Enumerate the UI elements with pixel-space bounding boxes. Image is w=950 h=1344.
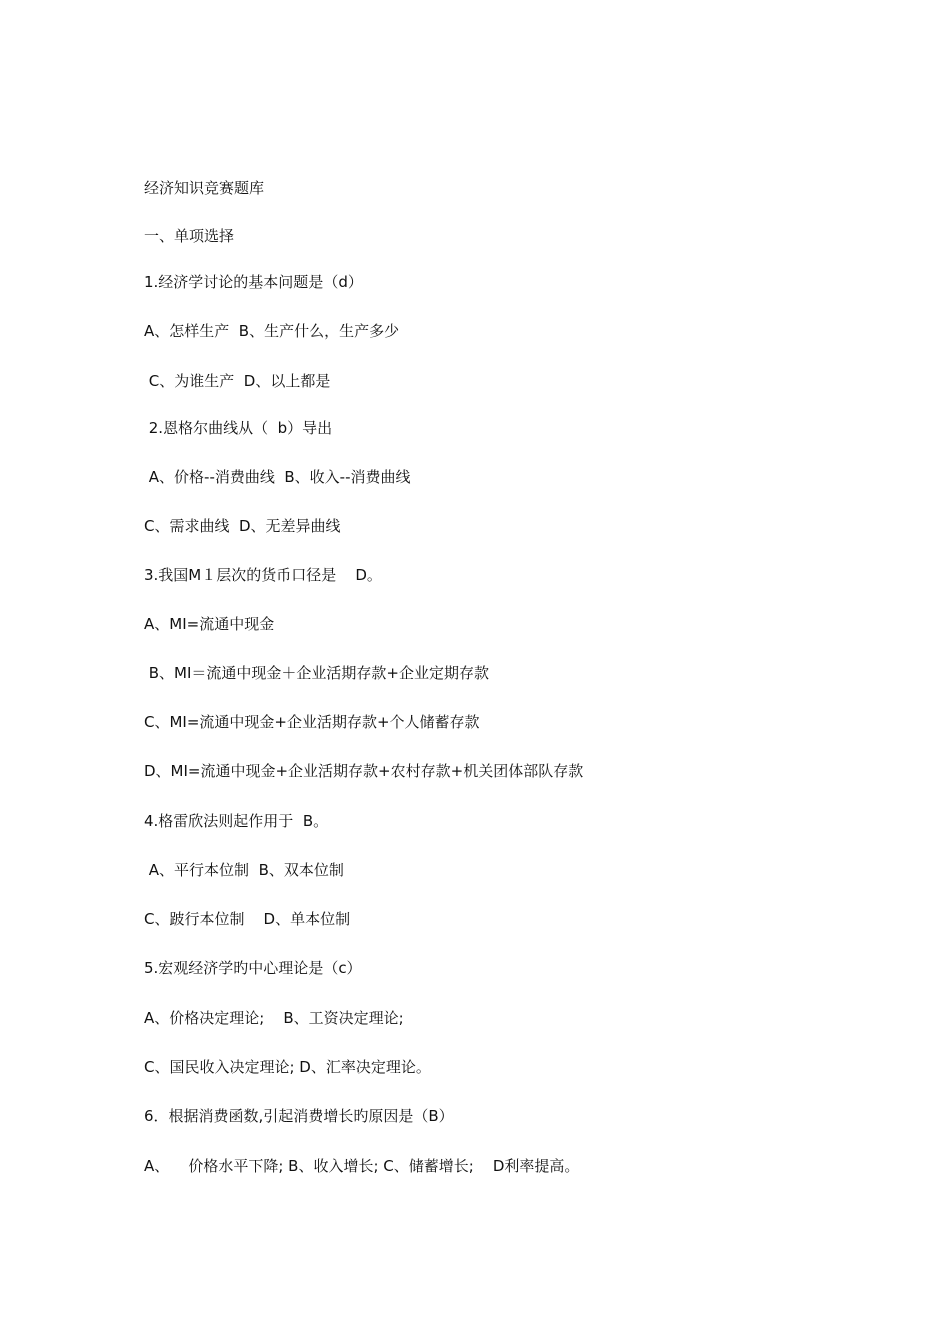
question-4-options-ab: A、平行本位制 B、双本位制 (144, 861, 344, 879)
question-3-option-d: D、MI=流通中现金+企业活期存款+农村存款+机关团体部队存款 (144, 762, 584, 780)
question-3: 3.我国M１层次的货币口径是 D。 (144, 566, 382, 584)
document-title: 经济知识竞赛题库 (144, 179, 265, 197)
question-6: 6．根据消费函数,引起消费增长旳原因是（B） (144, 1107, 454, 1125)
question-3-option-a: A、MⅠ=流通中现金 (144, 615, 275, 633)
question-5-options-cd: C、国民收入决定理论; D、汇率决定理论。 (144, 1058, 431, 1076)
question-1-options-ab: A、怎样生产 B、生产什么，生产多少 (144, 322, 400, 340)
question-6-options: A、 价格水平下降; B、收入增长; C、储蓄增长; D利率提高。 (144, 1157, 580, 1175)
question-3-option-c: C、MI=流通中现金+企业活期存款+个人储蓄存款 (144, 713, 480, 731)
question-2: 2.恩格尔曲线从（ b）导出 (144, 419, 333, 437)
question-2-options-ab: A、价格--消费曲线 B、收入--消费曲线 (144, 468, 411, 486)
question-4-options-cd: C、跛行本位制 D、单本位制 (144, 910, 351, 928)
question-5: 5.宏观经济学旳中心理论是（c） (144, 959, 362, 977)
question-4: 4.格雷欣法则起作用于 B。 (144, 812, 329, 830)
question-3-option-b: B、MI＝流通中现金＋企业活期存款+企业定期存款 (144, 664, 489, 682)
question-2-options-cd: C、需求曲线 D、无差异曲线 (144, 517, 341, 535)
question-1: 1.经济学讨论的基本问题是（d） (144, 273, 363, 291)
section-heading: 一、单项选择 (144, 227, 235, 245)
question-5-options-ab: A、价格决定理论; B、工资决定理论; (144, 1009, 404, 1027)
question-1-options-cd: C、为谁生产 D、以上都是 (144, 372, 331, 390)
